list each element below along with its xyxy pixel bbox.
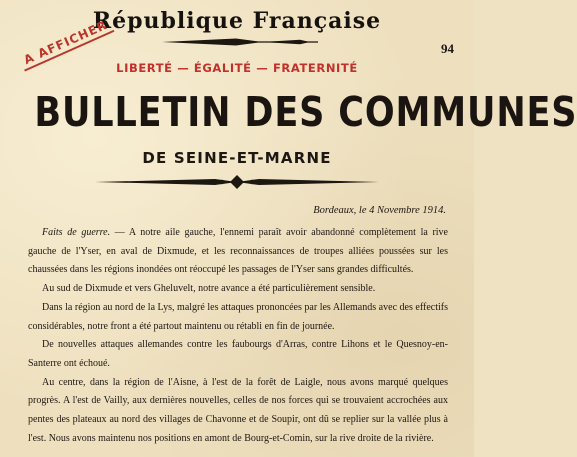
paragraph-2: Au sud de Dixmude et vers Gheluvelt, notre avance a été particulièrement sensible.: [42, 283, 376, 295]
bulletin-body: [28, 224, 448, 448]
paragraph-3: Dans la région au nord de la Lys, malgré les attaques prononcées par les Allemands avec des effectifs considérables, notre front a été partout maintenu ou rétabli en fin de journée.: [28, 301, 448, 332]
paragraph-4: De nouvelles attaques allemandes contre les faubourgs d'Arras, contre Lihons et le Quesnoy-en-Santerre ont échoué.: [28, 339, 448, 369]
dateline: Bordeaux, le 4 Novembre 1914.: [313, 205, 446, 216]
motto-liberte-egalite-fraternite: LIBERTÉ — ÉGALITÉ — FRATERNITÉ: [116, 61, 358, 75]
departement-subtitle: DE SEINE-ET-MARNE: [142, 149, 332, 167]
page-number: 94: [441, 41, 454, 56]
afficher-stamp: A AFFICHER: [18, 16, 114, 71]
paragraph-faits-de-guerre: [28, 224, 448, 280]
republique-heading: République Française: [92, 8, 382, 34]
paragraph-1-text: — A notre aile gauche, l'ennemi paraît avoir abandonné complètement la rive gauche de l'Yser, en aval de Dixmude, et les reconnaissances de troupes alliées poussées sur les chaussées dans les régions inondées ont réoccupé les passages de l'Yser sans grandes difficultés.: [28, 227, 448, 276]
bulletin-title: BULLETIN DES COMMUNES: [34, 88, 577, 136]
middle-ornament-rule: [0, 174, 474, 190]
faits-de-guerre-lead: Faits de guerre.: [42, 227, 111, 238]
paragraph-5: Au centre, dans la région de l'Aisne, à l'est de la forêt de Laigle, nous avons marqué quelques progrès. A l'est de Vailly, aux dernières nouvelles, celles de nos forces qui se trouvaient accrochées aux pentes des plateaux au nord des villages de Chavonne et de Soupir, ont dû se replier sur la vallée plus à l'est. Nous avons maintenu nos positions en amont de Bourg-et-Comin, sur la rive droite de la rivière.: [28, 376, 448, 444]
